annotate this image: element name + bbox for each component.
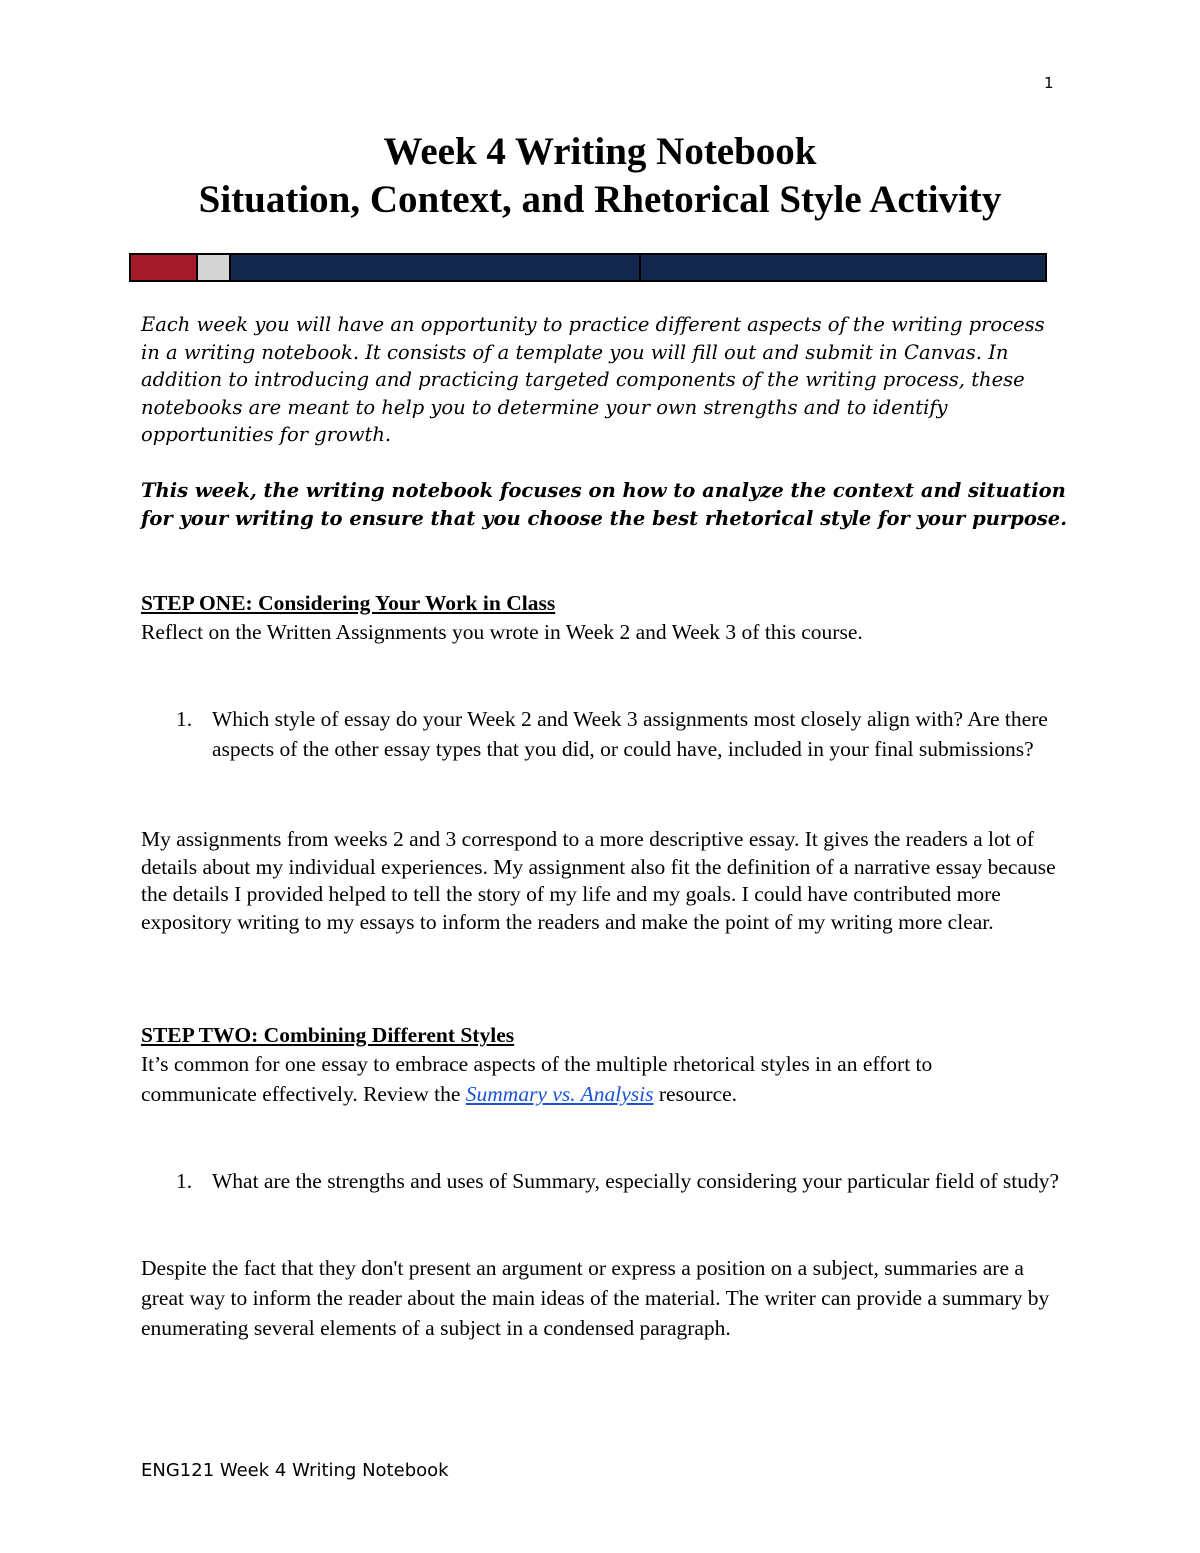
intro-paragraph: Each week you will have an opportunity to practice different aspects of the writing process in a writing notebook. It consists of a template you will fill out and submit in Canvas. In addition to introducing and practicing targeted components of the writing process, these notebooks are meant to help you to determine your own strengths and to identify opportunities for growth. (141, 313, 1045, 446)
step-one-heading: STEP ONE: Considering Your Work in Class (141, 591, 556, 615)
title-line-2: Situation, Context, and Rhetorical Style Activity (198, 178, 1002, 221)
color-bar-navy-segment (231, 255, 641, 280)
title-line-1: Week 4 Writing Notebook (383, 130, 817, 173)
color-bar-gray-segment (198, 255, 231, 280)
step-one-question: Which style of essay do your Week 2 and Week 3 assignments most closely align with? Are there aspects of the other essay types that you did, or could have, included in your final submissions? (212, 707, 1048, 761)
step-one-answer: My assignments from weeks 2 and 3 correspond to a more descriptive essay. It gives the readers a lot of details about my individual experiences. My assignment also fit the definition of a narrative essay because the details I provided helped to tell the story of my life and my goals. I could have contributed more expository writing to my essays to inform the readers and make the point of my writing more clear. (141, 827, 1056, 934)
intro-focus: This week, the writing notebook focuses on how to analyze the context and situation for your writing to ensure that you choose the best rhetorical style for your purpose. (141, 479, 1067, 530)
document-title (0, 128, 1200, 224)
step-one-question-number: 1. (176, 707, 193, 731)
summary-vs-analysis-link[interactable]: Summary vs. Analysis (465, 1082, 654, 1106)
step-two-heading: STEP TWO: Combining Different Styles (141, 1023, 515, 1047)
decorative-color-bar (129, 253, 1047, 282)
step-two-answer: Despite the fact that they don't present an argument or express a position on a subject, summaries are a great way to inform the reader about the main ideas of the material. The writer can provide a summary by enumerating several elements of a subject in a condensed paragraph. (141, 1256, 1050, 1340)
step-two-question-number: 1. (176, 1169, 193, 1193)
step-two-instruction-end: resource. (653, 1082, 738, 1106)
step-two-instruction (141, 1049, 1041, 1109)
step-two-instruction-text: It’s common for one essay to embrace aspects of the multiple rhetorical styles in an effort to communicate effectively. Review the (141, 1052, 933, 1106)
color-bar-navy-segment (641, 255, 1045, 280)
step-two-question: What are the strengths and uses of Summary, especially considering your particular field of study? (212, 1169, 1060, 1193)
step-one-instruction: Reflect on the Written Assignments you wrote in Week 2 and Week 3 of this course. (141, 620, 863, 644)
color-bar-red-segment (131, 255, 198, 280)
page-footer: ENG121 Week 4 Writing Notebook (141, 1460, 449, 1481)
page-number: 1 (1044, 74, 1054, 92)
